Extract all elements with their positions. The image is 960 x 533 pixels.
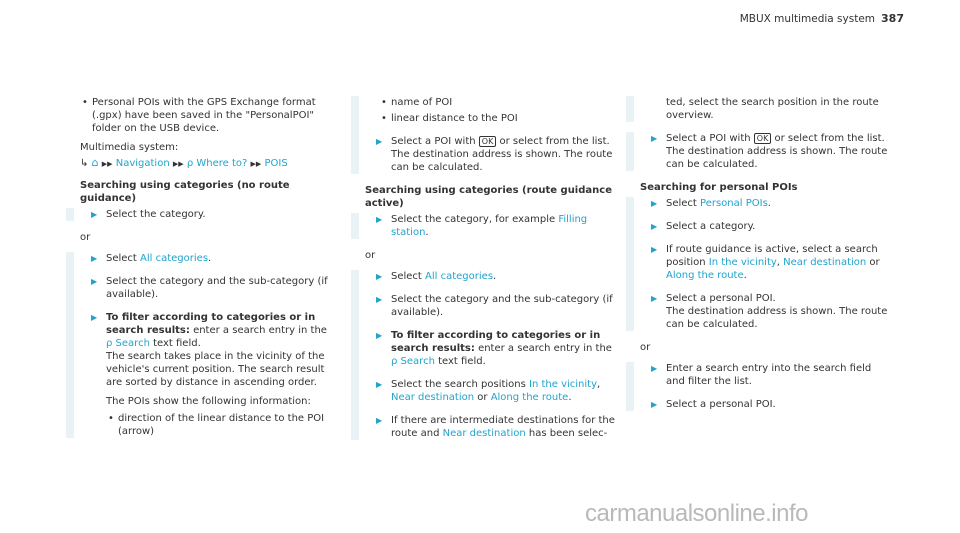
double-chevron-icon: ▶▶ <box>250 160 262 168</box>
watermark: carmanualsonline.info <box>585 500 808 527</box>
in-the-vicinity-link: In the vicinity <box>529 379 597 390</box>
column-2 <box>365 96 615 450</box>
step-text: If route guidance is active, select a search position <box>666 244 878 268</box>
or-label: or <box>80 232 91 243</box>
or-label: or <box>365 250 376 261</box>
step-description: The destination address is shown. The route can be calculated. <box>391 149 613 173</box>
double-chevron-icon: ▶▶ <box>172 160 184 168</box>
step-item <box>640 132 890 171</box>
step-text: has been selec- <box>525 428 608 439</box>
step-item <box>640 362 890 388</box>
search-link: Search <box>115 338 150 349</box>
step-item <box>80 275 330 301</box>
menu-path <box>80 156 330 171</box>
step-text: enter a search entry in the <box>474 343 612 354</box>
step-text: ted, select the search position in the route overview. <box>666 97 879 121</box>
step-item <box>365 378 615 404</box>
header-title: MBUX multimedia system <box>739 13 876 25</box>
step-text: Select the category and the sub-category (if available). <box>106 276 328 300</box>
step-bold-text: To filter according to categories or in search results: <box>391 330 601 354</box>
steps-block <box>626 132 890 171</box>
step-text: , <box>597 379 601 390</box>
near-destination-link: Near destination <box>783 257 867 268</box>
bullet-text: linear distance to the POI <box>391 113 518 124</box>
search-icon: ρ <box>106 338 113 349</box>
step-item <box>640 292 890 331</box>
step-text: . <box>568 392 572 403</box>
step-text: or <box>474 392 491 403</box>
or-label: or <box>640 342 651 353</box>
list-item <box>80 96 330 135</box>
step-text: Select a POI with <box>666 133 754 144</box>
column-3 <box>640 96 890 421</box>
steps-block <box>66 252 330 438</box>
step-item <box>640 243 890 282</box>
step-text: or select from the list. <box>496 136 610 147</box>
ok-key-icon: OK <box>754 133 772 144</box>
steps-block <box>626 362 890 411</box>
all-categories-link: All categories <box>425 271 494 282</box>
where-to-link: Where to? <box>196 158 248 169</box>
column-1 <box>80 96 330 448</box>
steps-block <box>626 96 890 122</box>
step-text: Select the category. <box>106 209 206 220</box>
step-text: . <box>767 198 771 209</box>
section-heading: Searching for personal POIs <box>640 182 798 193</box>
search-icon: ρ <box>186 158 194 169</box>
double-chevron-icon: ▶▶ <box>101 160 113 168</box>
step-text: Select the search positions <box>391 379 530 390</box>
step-text: or select from the list. <box>771 133 885 144</box>
step-item <box>365 213 615 239</box>
step-text: enter a search entry in the <box>189 325 327 336</box>
search-link: Search <box>400 356 435 367</box>
steps-block <box>351 96 615 174</box>
list-item <box>365 112 615 125</box>
step-description: The search takes place in the vicinity of the vehicle's current position. The search result are sorted by distance in ascending order. <box>106 351 325 388</box>
step-text: , <box>776 257 784 268</box>
step-item <box>365 135 615 174</box>
step-text: Select <box>666 198 701 209</box>
personal-pois-link: Personal POIs <box>700 198 768 209</box>
near-destination-link: Near destination <box>391 392 475 403</box>
search-icon: ρ <box>391 356 398 367</box>
step-description: The destination address is shown. The route can be calculated. <box>666 306 888 330</box>
step-text: Select the category and the sub-category (if available). <box>391 294 613 318</box>
pois-link: POIS <box>264 158 288 169</box>
ok-key-icon: OK <box>479 136 497 147</box>
step-item <box>365 270 615 283</box>
step-text: . <box>208 253 212 264</box>
step-info: The POIs show the following information: <box>106 396 311 407</box>
step-text: text field. <box>434 356 486 367</box>
step-text: Select the category, for example <box>391 214 559 225</box>
step-item <box>80 252 330 265</box>
step-item <box>365 293 615 319</box>
step-text: or <box>866 257 880 268</box>
home-icon: ⌂ <box>91 156 99 169</box>
along-the-route-link: Along the route <box>666 270 744 281</box>
step-item <box>640 220 890 233</box>
page-number: 387 <box>881 12 904 25</box>
navigation-link: Navigation <box>115 158 170 169</box>
step-item <box>365 329 615 368</box>
step-text: . <box>425 227 429 238</box>
along-the-route-link: Along the route <box>490 392 569 403</box>
step-bold-text: To filter according to categories or in search results: <box>106 312 316 336</box>
step-item <box>640 398 890 411</box>
path-label: Multimedia system: <box>80 142 179 153</box>
steps-block <box>626 197 890 331</box>
step-continuation <box>640 96 890 122</box>
page-header <box>740 12 904 25</box>
steps-block <box>351 270 615 440</box>
steps-block <box>66 208 330 221</box>
all-categories-link: All categories <box>140 253 209 264</box>
step-item <box>640 197 890 210</box>
step-text: Select a category. <box>666 221 756 232</box>
step-text: Select <box>106 253 141 264</box>
step-text: . <box>493 271 497 282</box>
bullet-text: name of POI <box>391 97 453 108</box>
in-the-vicinity-link: In the vicinity <box>708 257 777 268</box>
step-text: text field. <box>149 338 201 349</box>
step-text: Enter a search entry into the search field and filter the list. <box>666 363 872 387</box>
step-description: The destination address is shown. The route can be calculated. <box>666 146 888 170</box>
section-heading: Searching using categories (no route guidance) <box>80 180 290 204</box>
step-text: Select <box>391 271 426 282</box>
list-item <box>106 412 330 438</box>
steps-block <box>351 213 615 239</box>
list-item <box>365 96 615 109</box>
path-arrow-icon: ↳ <box>80 158 89 169</box>
step-text: Select a personal POI. <box>666 399 776 410</box>
step-item <box>365 414 615 440</box>
step-item <box>80 311 330 438</box>
bullet-text: direction of the linear distance to the POI (arrow) <box>118 413 325 437</box>
step-text: . <box>743 270 747 281</box>
bullet-text: Personal POIs with the GPS Exchange format (.gpx) have been saved in the "PersonalPOI" folder on the USB device. <box>92 97 316 134</box>
near-destination-link: Near destination <box>442 428 526 439</box>
section-heading: Searching using categories (route guidance active) <box>365 185 612 209</box>
step-text: If there are intermediate destinations for the route and <box>391 415 615 439</box>
filling-station-link: Filling station <box>391 214 588 238</box>
step-text: Select a POI with <box>391 136 479 147</box>
step-text: Select a personal POI. <box>666 293 776 304</box>
step-item <box>80 208 330 221</box>
